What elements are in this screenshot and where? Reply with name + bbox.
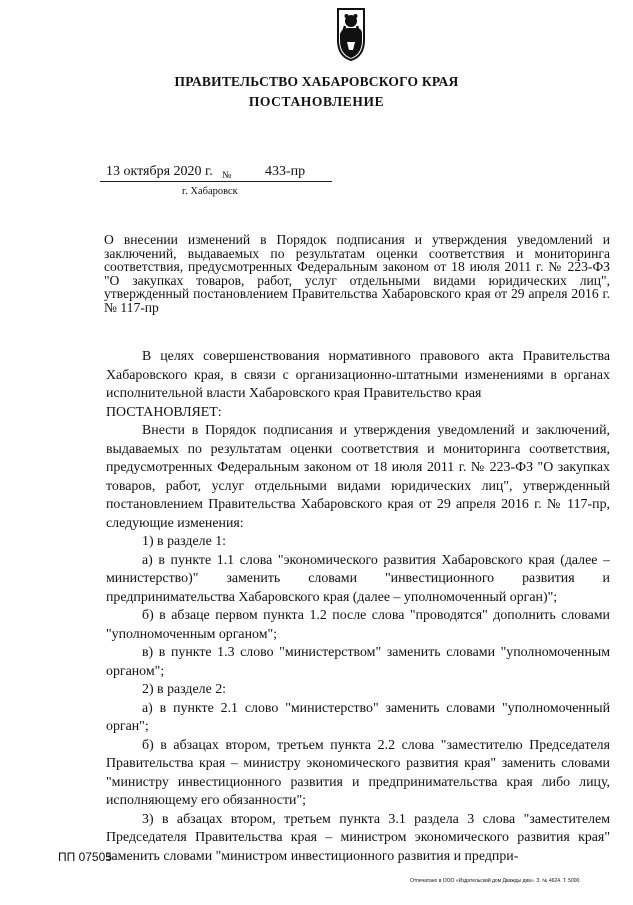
body-paragraph: а) в пункте 1.1 слова "экономического развития Хабаровского края (далее – министерство)" заменить словами "инвестиционного развития и предпринимательства Хабаровского края (далее – уполномоченный орган)"; [106, 552, 610, 605]
body-paragraph: 1) в разделе 1: [142, 534, 227, 549]
number-sign: № [222, 170, 232, 181]
coat-of-arms-icon [328, 6, 374, 62]
document-type: ПОСТАНОВЛЕНИЕ [248, 94, 385, 109]
body-paragraph: 2) в разделе 2: [142, 682, 227, 697]
date-underline [100, 181, 332, 182]
decree-subject: О внесении изменений в Порядок подписания и утверждения уведомлений и заключений, выдаваемых по результатам оценки соответствия и мониторинга соответствия, предусмотренных Федеральным законом от 18 июля 2011 г. № 223-ФЗ "О закупках товаров, работ, услуг отдельными видами юридических лиц", утвержденный постановлением Правительства Хабаровского края от 29 апреля 2016 г. № 117-пр [104, 232, 610, 315]
body-paragraph: б) в абзаце первом пункта 1.2 после слова "проводятся" дополнить словами "уполномоченным органом"; [106, 608, 610, 642]
document-code: ПП 07505 [58, 850, 112, 864]
decree-date: 13 октября 2020 г. [106, 164, 213, 179]
preamble-paragraph: В целях совершенствования нормативного правового акта Правительства Хабаровского края, в связи с организационно-штатными изменениями в органах исполнительной власти Хабаровского края Правительство края [106, 349, 610, 401]
body-paragraph: в) в пункте 1.3 слово "министерством" заменить словами "уполномоченным органом"; [106, 645, 610, 679]
body-paragraph: а) в пункте 2.1 слово "министерство" заменить словами "уполномоченный орган"; [106, 700, 610, 734]
printer-imprint: Отпечатано в ООО «Издательский дом Дважды два». З. № 4624. Т. 5000. [410, 878, 581, 884]
decree-body [106, 348, 610, 866]
city-name: г. Хабаровск [182, 186, 238, 197]
government-title: ПРАВИТЕЛЬСТВО ХАБАРОВСКОГО КРАЯ [174, 74, 459, 89]
body-paragraph: Внести в Порядок подписания и утверждения уведомлений и заключений, выдаваемых по результатам оценки соответствия и мониторинга соответствия, предусмотренных Федеральным законом от 18 июля 2011 г. № 223-ФЗ "О закупках товаров, работ, услуг отдельными видами юридических лиц", утвержденный постановлением Правительства Хабаровского края от 29 апреля 2016 г. № 117-пр, следующие изменения: [106, 423, 610, 531]
resolves-heading: ПОСТАНОВЛЯЕТ: [106, 404, 222, 420]
body-paragraph: б) в абзацах втором, третьем пункта 2.2 слова "заместителю Председателя Правительства края – министру экономического развития края" заменить словами "министру инвестиционного развития и предпринимательства края либо лицу, исполняющему его обязанности"; [106, 737, 610, 808]
body-paragraph: 3) в абзацах втором, третьем пункта 3.1 раздела 3 слова "заместителем Председателя Правительства края – министром экономического развития края" заменить словами "министром инвестиционного развития и предпри- [106, 811, 610, 864]
decree-number: 433-пр [265, 164, 306, 179]
